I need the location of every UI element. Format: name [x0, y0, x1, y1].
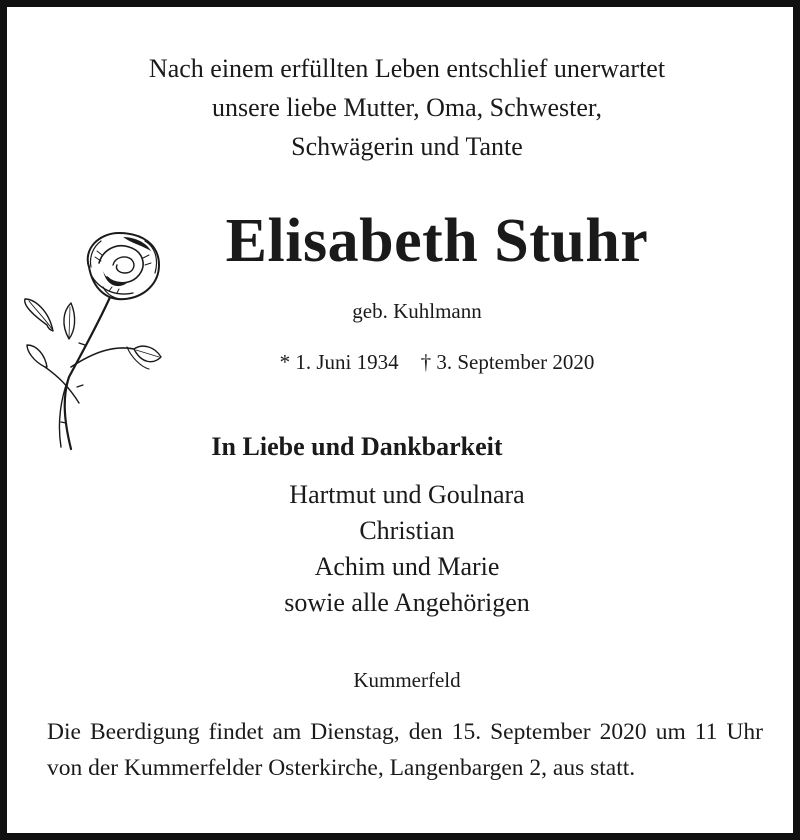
life-dates: [187, 347, 687, 377]
mourner-name: Achim und Marie: [314, 552, 500, 581]
birth-name: geb. Kuhlmann: [352, 299, 482, 323]
rose-icon: [19, 227, 169, 457]
mourners-heading-text: In Liebe und Dankbarkeit: [211, 432, 503, 461]
birth-date: * 1. Juni 1934: [279, 350, 399, 374]
funeral-notice: Die Beerdigung findet am Dienstag, den 15. September 2020 um 11 Uhr von der Kummerfelder Osterkirche, Langenbargen 2, aus statt.: [47, 719, 763, 781]
mourner-name: sowie alle Angehörigen: [284, 588, 530, 617]
mourner-name: Hartmut und Goulnara: [289, 480, 525, 509]
intro-line: unsere liebe Mutter, Oma, Schwester,: [212, 93, 602, 122]
mourners-list: [157, 477, 657, 621]
death-date: † 3. September 2020: [420, 350, 595, 374]
intro-line: Schwägerin und Tante: [291, 132, 523, 161]
intro-line: Nach einem erfüllten Leben entschlief unerwartet: [148, 54, 666, 83]
deceased-name: Elisabeth Stuhr: [225, 207, 649, 275]
place-name: Kummerfeld: [353, 668, 461, 692]
mourners-heading: [157, 429, 657, 465]
intro-text: [27, 49, 787, 166]
mourner-name: Christian: [359, 516, 455, 545]
